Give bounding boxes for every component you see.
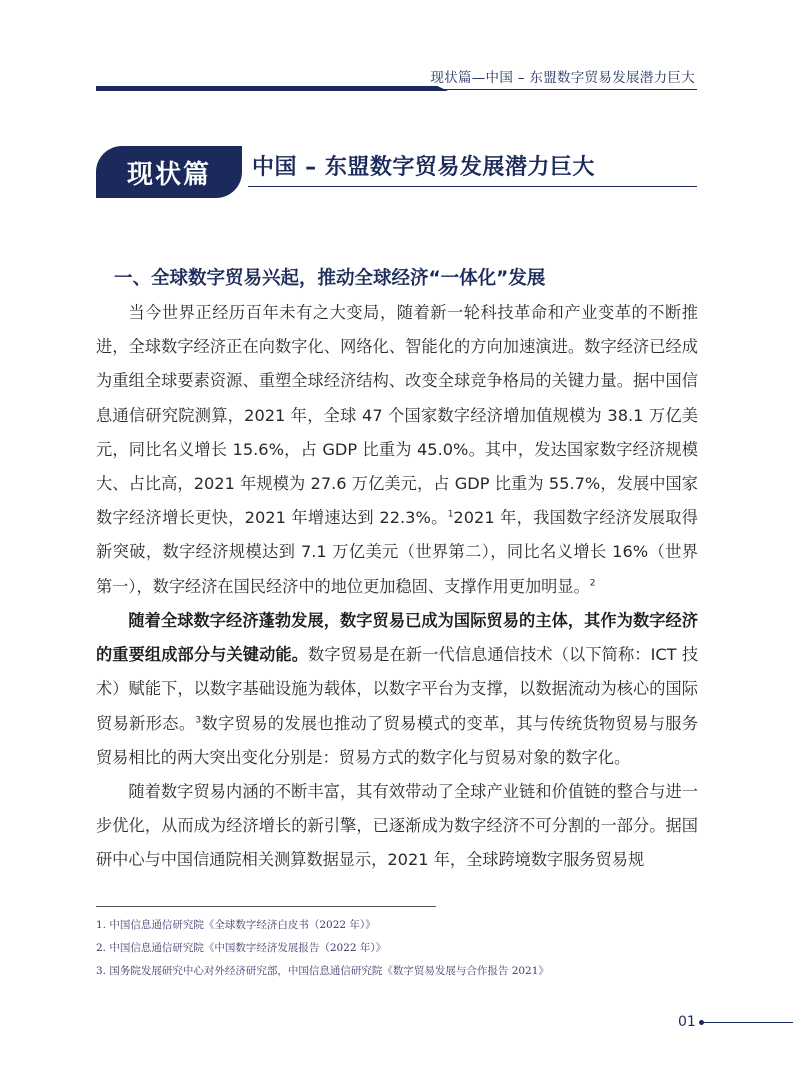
paragraph-2-bold: 随着全球数字经济蓬勃发展，数字贸易已成为国际贸易的主体，其作为数字经济的重要组成部分与关键动能。	[96, 611, 698, 665]
paragraph-1	[96, 296, 698, 604]
paragraph-3	[96, 775, 698, 878]
footnote-3: 3. 国务院发展研究中心对外经济研究部，中国信息通信研究院《数字贸易发展与合作报告 2021》	[96, 965, 549, 977]
footnote-ref-1: 1	[447, 509, 454, 520]
paragraph-3-text: 随着数字贸易内涵的不断丰富，其有效带动了全球产业链和价值链的整合与进一步优化，从而成为经济增长的新引擎，已逐渐成为数字经济不可分割的一部分。据国研中心与中国信通院相关测算数据显示，2021 年，全球跨境数字服务贸易规	[96, 782, 698, 870]
footnote-separator	[96, 906, 436, 907]
paragraph-2-text-b: 数字贸易的发展也推动了贸易模式的变革，其与传统货物贸易与服务贸易相比的两大突出变化分别是：贸易方式的数字化与贸易对象的数字化。	[96, 713, 699, 767]
page-number-line	[704, 1022, 793, 1023]
paragraph-2	[96, 604, 698, 775]
running-header: 现状篇—中国 – 东盟数字贸易发展潜力巨大	[430, 70, 695, 86]
footnote-1: 1. 中国信息通信研究院《全球数字经济白皮书（2022 年）》	[96, 919, 376, 931]
paragraph-1-text-a: 当今世界正经历百年未有之大变局，随着新一轮科技革命和产业变革的不断推进，全球数字经济正在向数字化、网络化、智能化的方向加速演进。数字经济已经成为重组全球要素资源、重塑全球经济结构、改变全球竞争格局的关键力量。据中国信息通信研究院测算，2021 年，全球 47 个国家数字经济增加值规模为 38.1 万亿美元，同比名义增长 15.6%，占 GDP 比重为 45.0%。其中，发达国家数字经济规模大、占比高，2021 年规模为 27.6 万亿美元，占 GDP 比重为 55.7%，发展中国家数字经济增长更快，2021 年增速达到 22.3%。	[96, 303, 698, 528]
section-title-rule	[248, 186, 697, 187]
heading-1: 一、全球数字贸易兴起，推动全球经济“一体化”发展	[114, 268, 546, 289]
section-title: 中国 – 东盟数字贸易发展潜力巨大	[252, 155, 595, 180]
footnote-ref-2: 2	[589, 578, 596, 589]
footnotes	[96, 914, 716, 983]
header-accent-bar	[96, 86, 448, 91]
footnote-ref-3: 3	[195, 715, 202, 726]
section-tab: 现状篇	[96, 146, 242, 198]
footnote-2: 2. 中国信息通信研究院《中国数字经济发展报告（2022 年）》	[96, 942, 387, 954]
page-number: 01	[678, 1014, 696, 1030]
paragraph-1-text-b: 2021 年，我国数字经济发展取得新突破，数字经济规模达到 7.1 万亿美元（世界第二），同比名义增长 16%（世界第一），数字经济在国民经济中的地位更加稳固、支撑作用更加明显。	[96, 508, 698, 596]
paragraph-2-text-a: 数字贸易是在新一代信息通信技术（以下简称：ICT 技术）赋能下，以数字基础设施为载体，以数字平台为支撑，以数据流动为核心的国际贸易新形态。	[96, 645, 699, 733]
